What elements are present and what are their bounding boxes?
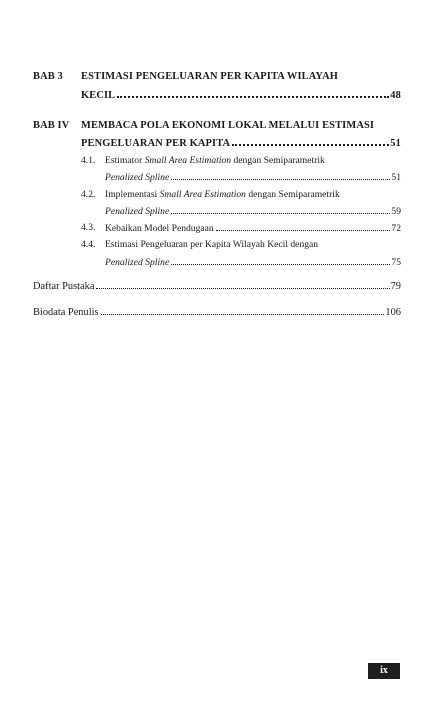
chapter-3-title-line2 [81, 90, 401, 101]
daftar-pustaka-title: Daftar Pustaka [33, 281, 95, 292]
section-4-4-title-italic: Penalized Spline [105, 257, 170, 268]
chapter-3-page-number: 48 [390, 90, 401, 101]
section-4-4-line2 [105, 257, 401, 268]
section-4-1-title-prefix: Estimator [105, 155, 143, 166]
chapter-3-title-text: ESTIMASI PENGELUARAN PER KAPITA WILAYAH [81, 71, 339, 82]
dot-leader [96, 281, 389, 289]
daftar-pustaka-entry [33, 281, 401, 292]
section-4-1-number: 4.1. [81, 155, 96, 166]
chapter-4-title-text: MEMBACA POLA EKONOMI LOKAL MELALUI ESTIMASI [81, 120, 375, 131]
section-4-2-number: 4.2. [81, 189, 96, 200]
section-4-1-line1 [105, 156, 325, 166]
dot-leader [171, 172, 390, 180]
biodata-penulis-page-number: 106 [385, 307, 401, 318]
biodata-penulis-entry [33, 307, 401, 318]
section-4-4-number: 4.4. [81, 239, 96, 250]
section-4-1-title-suffix: dengan Semiparametrik [233, 155, 325, 166]
chapter-4-title-line2 [81, 138, 401, 149]
section-4-1-title-italic-2: Penalized Spline [105, 172, 170, 183]
chapter-3-label: BAB 3 [33, 71, 63, 82]
section-4-3-number: 4.3. [81, 222, 96, 233]
section-4-3-page-number: 72 [391, 223, 401, 234]
section-4-2-line1 [105, 190, 340, 200]
section-4-2-title-italic: Small Area Estimation [159, 189, 246, 200]
section-4-2-line2 [105, 206, 401, 217]
dot-leader [232, 138, 389, 146]
dot-leader [117, 90, 389, 98]
section-4-2-page-number: 59 [391, 206, 401, 217]
chapter-3-title-line1 [81, 72, 338, 82]
dot-leader [216, 223, 391, 231]
section-4-1-title-italic: Small Area Estimation [144, 155, 232, 166]
dot-leader [171, 257, 390, 265]
dot-leader [101, 307, 385, 315]
section-4-1-page-number: 51 [391, 172, 401, 183]
dot-leader [171, 206, 390, 214]
section-4-4-title: Estimasi Pengeluaran per Kapita Wilayah Kecil dengan [105, 239, 319, 250]
chapter-3-title-text-cont: KECIL [81, 90, 116, 101]
section-4-2-title-italic-2: Penalized Spline [105, 206, 170, 217]
chapter-4-title-text-cont: PENGELUARAN PER KAPITA [81, 138, 231, 149]
page-number-folio: ix [368, 663, 400, 679]
chapter-4-label: BAB IV [33, 120, 70, 131]
section-4-2-title-suffix: dengan Semiparametrik [248, 189, 340, 200]
section-4-4-line1 [105, 240, 318, 250]
daftar-pustaka-page-number: 79 [390, 281, 401, 292]
section-4-3-line [105, 223, 401, 234]
section-4-4-page-number: 75 [391, 257, 401, 268]
biodata-penulis-title: Biodata Penulis [33, 307, 99, 318]
chapter-4-title-line1 [81, 121, 374, 131]
section-4-1-line2 [105, 172, 401, 183]
chapter-4-page-number: 51 [390, 138, 401, 149]
section-4-2-title-prefix: Implementasi [105, 189, 158, 200]
section-4-3-title: Kebaikan Model Pendugaan [105, 223, 214, 234]
